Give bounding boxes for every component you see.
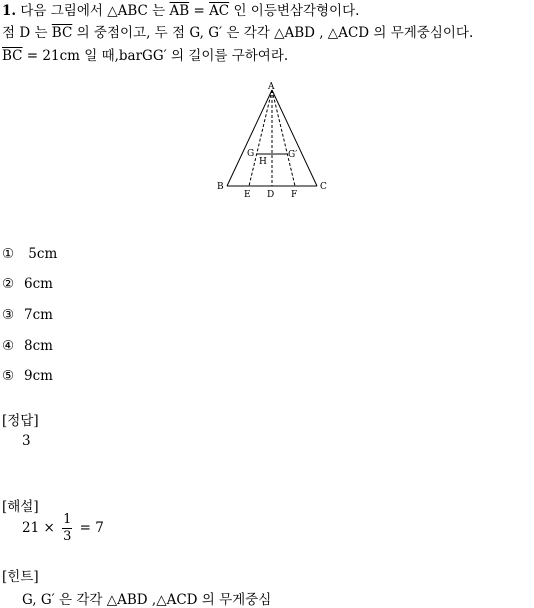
problem-number: 1. xyxy=(2,3,17,19)
problem-line-3 xyxy=(2,47,288,65)
problem-line-1 xyxy=(2,2,359,20)
solution-label: [해설] xyxy=(2,499,39,515)
segment-ac: $\overline{AC}$ xyxy=(209,3,230,19)
choice-1[interactable] xyxy=(2,246,57,262)
fraction-denominator: 3 xyxy=(63,529,72,544)
label-gp: G′ xyxy=(288,150,298,160)
answer-label: [정답] xyxy=(2,413,39,429)
choice-2[interactable] xyxy=(2,276,53,292)
choice-1-text: 5cm xyxy=(24,246,58,262)
segment-ab: $\overline{AB}$ xyxy=(169,3,190,19)
label-d: D xyxy=(267,190,275,200)
solution-equation xyxy=(22,512,104,545)
label-f: F xyxy=(291,190,298,200)
problem-text-1a: 다음 그림에서 △ABC 는 xyxy=(20,3,170,19)
choice-4-number: ④ xyxy=(2,338,15,354)
problem-text-1b: 인 이등변삼각형이다. xyxy=(229,3,360,19)
label-h: H xyxy=(259,157,267,167)
label-b: B xyxy=(217,182,224,192)
label-c: C xyxy=(320,182,327,192)
choice-3[interactable] xyxy=(2,307,53,323)
choice-5-text: 9cm xyxy=(24,368,53,384)
segment-af xyxy=(272,90,298,186)
segment-bc: $\overline{BC}$ xyxy=(51,25,73,41)
label-g: G xyxy=(247,149,255,159)
solution-lhs: 21 × xyxy=(22,520,60,536)
fraction-numerator: 1 xyxy=(63,512,72,527)
choice-4[interactable] xyxy=(2,338,53,354)
hint-text: G, G′ 은 각각 △ABD ,△ACD 의 무게중심 xyxy=(22,592,272,608)
problem-text-2b: 의 중점이고, 두 점 G, G′ 은 각각 △ABD , △ACD 의 무게중심이다. xyxy=(72,25,474,41)
segment-ae xyxy=(249,90,272,186)
choice-2-text: 6cm xyxy=(24,276,53,292)
choice-3-number: ③ xyxy=(2,307,15,323)
choice-2-number: ② xyxy=(2,276,15,292)
fraction xyxy=(62,512,72,545)
label-e: E xyxy=(244,190,251,200)
choice-5-number: ⑤ xyxy=(2,368,15,384)
equals-sign: = xyxy=(189,3,210,19)
hint-label: [힌트] xyxy=(2,569,39,585)
label-a: A xyxy=(268,82,275,92)
answer-value: 3 xyxy=(22,433,31,449)
problem-text-3b: = 21cm 일 때,barGG′ 의 길이를 구하여라. xyxy=(22,48,289,64)
triangle-figure xyxy=(214,80,327,202)
choice-1-number: ① xyxy=(2,246,15,262)
choice-4-text: 8cm xyxy=(24,338,53,354)
side-ac xyxy=(272,90,317,186)
choice-3-text: 7cm xyxy=(24,307,53,323)
segment-bc-2: $\overline{BC}$ xyxy=(2,48,23,64)
problem-text-2a: 점 D 는 xyxy=(2,25,52,41)
solution-rhs: = 7 xyxy=(75,520,104,536)
choice-5[interactable] xyxy=(2,368,53,384)
side-ab xyxy=(227,90,272,186)
problem-line-2 xyxy=(2,24,473,42)
